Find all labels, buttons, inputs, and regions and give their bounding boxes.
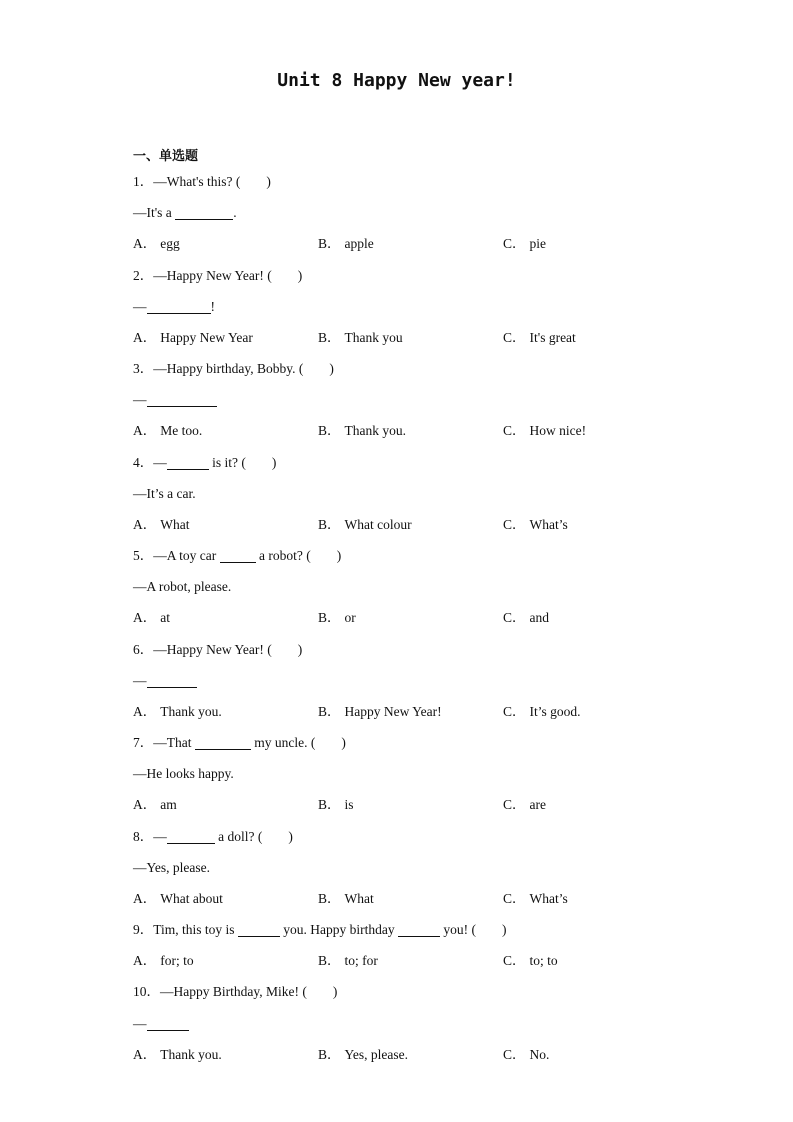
question-text: — <box>153 454 167 470</box>
options-row <box>133 415 753 446</box>
option-text: pie <box>529 236 547 252</box>
answer-line <box>133 571 753 602</box>
question-number: 9． <box>133 922 154 938</box>
answer-blank[interactable] <box>147 299 211 314</box>
option-letter: C． <box>503 423 526 439</box>
option-letter: C． <box>503 1046 526 1062</box>
answer-line <box>133 1008 753 1039</box>
options-row <box>133 789 753 820</box>
option[interactable] <box>503 789 688 820</box>
fill-blank[interactable] <box>167 829 215 844</box>
option-letter: B． <box>318 329 341 345</box>
question-stem <box>133 353 753 384</box>
answer-line <box>133 197 753 228</box>
option-letter: B． <box>318 953 341 969</box>
option-text: to; to <box>529 953 558 969</box>
question-text: ) <box>329 361 334 377</box>
answer-text: — <box>133 298 147 314</box>
option[interactable] <box>133 509 318 540</box>
option-letter: B． <box>318 236 341 252</box>
option-text: No. <box>529 1046 550 1062</box>
option-text: Happy New Year <box>160 329 253 345</box>
fill-blank[interactable] <box>238 923 280 938</box>
options-row <box>133 509 753 540</box>
question-stem <box>133 914 753 945</box>
option-text: Thank you. <box>344 423 407 439</box>
question-text: ) <box>332 984 338 1000</box>
option[interactable] <box>503 322 688 353</box>
option[interactable] <box>503 602 688 633</box>
option-text: What colour <box>344 516 412 532</box>
option-letter: A． <box>133 703 157 719</box>
question-text: —That <box>153 735 195 751</box>
option-text: am <box>160 797 177 813</box>
option-text: Thank you. <box>160 703 222 719</box>
fill-blank[interactable] <box>167 455 209 470</box>
option-text: What’s <box>529 516 568 532</box>
question-text: is it? ( <box>208 454 246 470</box>
option-text: apple <box>344 236 374 252</box>
option-text: to; for <box>344 953 378 969</box>
options-row <box>133 322 753 353</box>
question-stem <box>133 447 753 478</box>
option-letter: B． <box>318 516 341 532</box>
option-text: What <box>344 890 374 906</box>
question-stem <box>133 727 753 758</box>
answer-text: — <box>133 392 147 408</box>
option-letter: C． <box>503 329 526 345</box>
option-letter: A． <box>133 236 157 252</box>
option[interactable] <box>318 1039 503 1070</box>
section-heading: 一、单选题 <box>133 149 199 164</box>
option-text: or <box>344 610 356 626</box>
option[interactable] <box>133 415 318 446</box>
answer-text: . <box>233 205 237 221</box>
answer-line <box>133 384 753 415</box>
question-list <box>133 166 753 1070</box>
question-number: 4． <box>133 454 154 470</box>
answer-text: —It's a <box>133 205 176 221</box>
question-stem <box>133 976 753 1007</box>
option-text: are <box>529 797 546 813</box>
option-letter: B． <box>318 890 341 906</box>
option-text: It’s good. <box>529 703 581 719</box>
option-letter: B． <box>318 797 341 813</box>
answer-line <box>133 758 753 789</box>
options-row <box>133 883 753 914</box>
answer-line <box>133 291 753 322</box>
option-text: How nice! <box>529 423 587 439</box>
question-text: ) <box>502 922 507 938</box>
option-letter: A． <box>133 423 157 439</box>
question-text: ) <box>297 267 303 283</box>
question-text: ) <box>341 735 346 751</box>
option-letter: C． <box>503 890 526 906</box>
question-number: 2． <box>133 267 154 283</box>
options-row <box>133 228 753 259</box>
option[interactable] <box>318 415 503 446</box>
option-text: Me too. <box>160 423 203 439</box>
option[interactable] <box>133 322 318 353</box>
option-letter: B． <box>318 703 341 719</box>
option[interactable] <box>133 696 318 727</box>
option[interactable] <box>503 883 688 914</box>
option[interactable] <box>318 228 503 259</box>
options-row <box>133 602 753 633</box>
option[interactable] <box>503 1039 688 1070</box>
answer-blank[interactable] <box>147 673 197 688</box>
option[interactable] <box>318 789 503 820</box>
options-row <box>133 1039 753 1070</box>
question-number: 10． <box>133 984 160 1000</box>
question-text: ) <box>336 548 342 564</box>
options-row <box>133 696 753 727</box>
question-number: 1． <box>133 174 154 189</box>
option[interactable] <box>318 602 503 633</box>
option[interactable] <box>503 415 688 446</box>
fill-blank[interactable] <box>220 549 256 564</box>
question-stem <box>133 166 753 197</box>
option-letter: B． <box>318 423 341 439</box>
option-letter: C． <box>503 516 526 532</box>
answer-text: —It’s a car. <box>133 485 196 501</box>
option[interactable] <box>318 509 503 540</box>
option-letter: B． <box>318 1046 341 1062</box>
question-text: you! ( <box>440 922 477 938</box>
option-letter: A． <box>133 953 157 969</box>
answer-text: —A robot, please. <box>133 579 232 595</box>
question-number: 6． <box>133 641 154 657</box>
option-letter: A． <box>133 610 157 626</box>
option[interactable] <box>318 883 503 914</box>
question-number: 8． <box>133 828 154 844</box>
option-letter: C． <box>503 236 526 252</box>
fill-blank[interactable] <box>398 923 440 938</box>
question-text: my uncle. ( <box>250 735 316 751</box>
option-letter: C． <box>503 703 526 719</box>
option-text: What <box>160 516 190 532</box>
option-letter: A． <box>133 329 157 345</box>
option-text: egg <box>160 236 180 252</box>
answer-blank[interactable] <box>147 393 217 408</box>
option-text: and <box>529 610 550 626</box>
option-letter: C． <box>503 953 526 969</box>
question-stem <box>133 540 753 571</box>
option-letter: A． <box>133 797 157 813</box>
answer-line <box>133 478 753 509</box>
answer-text: —Yes, please. <box>133 859 210 875</box>
option[interactable] <box>503 228 688 259</box>
answer-text: — <box>133 672 147 688</box>
answer-line <box>133 665 753 696</box>
question-text: ) <box>266 174 271 189</box>
question-text: —Happy birthday, Bobby. ( <box>153 361 304 377</box>
question-text: —Happy New Year! ( <box>153 641 272 657</box>
question-text: Tim, this toy is <box>153 922 238 938</box>
option-letter: A． <box>133 1046 157 1062</box>
option[interactable] <box>503 696 688 727</box>
option-text: Thank you. <box>160 1046 222 1062</box>
option[interactable] <box>133 883 318 914</box>
question-number: 3． <box>133 361 154 377</box>
option-text: is <box>344 797 354 813</box>
option[interactable] <box>318 322 503 353</box>
option-text: for; to <box>160 953 194 969</box>
question-text: a robot? ( <box>255 548 311 564</box>
question-stem <box>133 821 753 852</box>
option[interactable] <box>133 1039 318 1070</box>
option-text: It's great <box>529 329 576 345</box>
question-text: a doll? ( <box>214 828 263 844</box>
page-title: Unit 8 Happy New year! <box>277 70 516 91</box>
question-text: ) <box>297 641 303 657</box>
option-letter: C． <box>503 797 526 813</box>
answer-text: —He looks happy. <box>133 766 234 782</box>
question-text: ) <box>271 454 277 470</box>
option-text: What about <box>160 890 223 906</box>
option-text: Happy New Year! <box>344 703 442 719</box>
question-text: you. Happy birthday <box>279 922 399 938</box>
question-number: 7． <box>133 735 154 751</box>
answer-text: — <box>133 1015 147 1031</box>
option-text: What’s <box>529 890 568 906</box>
option[interactable] <box>318 945 503 976</box>
question-text: —Happy Birthday, Mike! ( <box>160 984 307 1000</box>
answer-blank[interactable] <box>175 206 233 221</box>
answer-blank[interactable] <box>147 1016 189 1031</box>
option[interactable] <box>318 696 503 727</box>
options-row <box>133 945 753 976</box>
question-text: —What's this? ( <box>153 174 241 189</box>
option[interactable] <box>133 602 318 633</box>
option[interactable] <box>133 789 318 820</box>
option[interactable] <box>503 945 688 976</box>
question-text: —Happy New Year! ( <box>153 267 272 283</box>
question-stem <box>133 634 753 665</box>
option-letter: A． <box>133 890 157 906</box>
option-text: at <box>160 610 170 626</box>
question-stem <box>133 260 753 291</box>
question-text: —A toy car <box>153 548 220 564</box>
question-number: 5． <box>133 548 154 564</box>
fill-blank[interactable] <box>195 736 251 751</box>
option[interactable] <box>503 509 688 540</box>
answer-line <box>133 852 753 883</box>
option-letter: B． <box>318 610 341 626</box>
option-text: Yes, please. <box>344 1046 409 1062</box>
option-letter: A． <box>133 516 157 532</box>
option-text: Thank you <box>344 329 403 345</box>
option[interactable] <box>133 945 318 976</box>
question-text: ) <box>288 828 293 844</box>
option[interactable] <box>133 228 318 259</box>
question-text: — <box>153 828 167 844</box>
answer-text: ! <box>210 298 215 314</box>
option-letter: C． <box>503 610 526 626</box>
